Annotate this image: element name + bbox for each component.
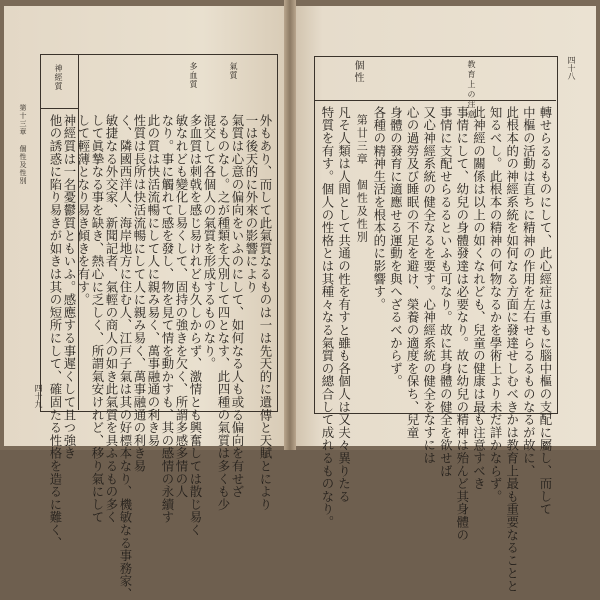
right-head-rule [314, 100, 556, 101]
margin-note-education: 教育上の注意 [467, 60, 476, 120]
right-line: 又心神經系統の健全なるを要す。心神經系統の健全をなすには [421, 106, 437, 465]
right-page-number: 四十八 [567, 56, 576, 80]
left-line: 神經質は一名憂鬱質ともいふ。感應する事遲くして且つ強き [62, 114, 77, 460]
chapter-title: 個性及性別 [355, 179, 369, 244]
right-line: 心の過勞及び睡眠の不足を避け、榮養の適度を保ち、兒童 [405, 106, 421, 439]
left-line: 混交して各個人の氣質を形成するものなり。 [202, 114, 217, 370]
left-line: 多血質は刺戟を感じ易けれども久しからず、激情とも興奮しては散じ易く [188, 114, 203, 537]
right-line: 此根本的の神經系統を如何なる方面に發達せしむべきかは教育上最も重要なることと [504, 106, 520, 593]
left-line: 他の誘惑に陷り易きが如きは其の短所にして、確固たる性格を造るに難く、 [48, 114, 63, 550]
right-line: 特質を有す。個人の性格とは其種々なる氣質の總合して成れるものなり。 [320, 106, 335, 529]
right-line: 凡そ人類は人間として共通の性を有すと雖も各個人は又夫々異りたる [336, 106, 352, 503]
right-line: 此神經の關係は以上の如くなれども、兒童の健康は最も注意すべき [471, 106, 487, 490]
left-page-number: 四十九 [34, 384, 43, 408]
left-line: く、隣國西洋人、海岸地方に住む人、江戸子氣は其の好標本なり、機敏なる事務家、 [118, 114, 133, 600]
right-line: 中樞の活動は直ちに精神の作用を左右せらるるものなるが故に、 [521, 106, 537, 478]
left-line: るものなし。之が種類を大別して四となす、此四種の氣質は多くも少 [216, 114, 231, 511]
spine-note: 第十三章 個性及性別 [19, 104, 27, 185]
chapter-number: 第廿三章 [355, 114, 369, 166]
chapter-heading [353, 106, 369, 414]
left-line: 敏捷なる外交家、新聞記者、氣輕の商人の如き此氣質を具ふるもの多く [104, 114, 119, 524]
left-line: なり。事に觸れて感を發し、物を見て情を動かすも、其の感情の永續す [160, 114, 175, 524]
left-line: 性質は長所は快活流暢にして人に親み易く、萬事融通の利き易 [132, 114, 147, 473]
running-head: 神經質 [54, 64, 63, 91]
left-line: 一は後天的に外來の影響により [244, 114, 259, 294]
right-line: 轉せらるるものにして、此心經症は重もに腦中樞の支配に屬し、而して [537, 106, 553, 516]
right-line: 知るべし。此根本の精神の何物なるかを學術上より未だ詳かならず。 [488, 106, 504, 503]
right-line: 事情に支配せらるるといふも可なり。故に其身體の健全を欲せば [438, 106, 454, 478]
right-line: 身體の發育に適應せる運動を與へざるべからず。 [388, 106, 404, 388]
right-line: 各種の精神生活を根本的に影響す。 [371, 106, 387, 311]
margin-note-1: 氣質 [229, 62, 238, 80]
book-gutter [284, 0, 296, 450]
left-line: 此の質は快活流暢にして人に親み易く、萬事融通の利き易 [146, 114, 161, 447]
left-line: 氣質は心意の偏向をいふのにして、如何なる人も或る偏向を有せざ [230, 114, 245, 498]
left-body-text [48, 114, 273, 600]
left-line: 敏なれども變化し易くして、固持の強きを欠く、所謂多感多情の人 [174, 114, 189, 498]
right-body-text [320, 106, 553, 593]
margin-note-individuality: 個性 [352, 60, 363, 84]
left-line: 外もあり、而して此氣質なるものは一は先天的に遺傳と天賦とにより [258, 114, 273, 511]
left-line: して眞摯なる事を缺き、熱心に乏しく、所謂氣安けれど、移り氣にして [90, 114, 105, 524]
left-line: して輕薄となり易き傾きを有す。 [76, 114, 91, 306]
right-line: 事情にして、幼兒の身體發達は必要なり。故に幼兒の精神は殆んど其身體の [454, 106, 470, 542]
left-head-rule [40, 108, 78, 109]
margin-note-2: 多血質 [189, 62, 198, 89]
